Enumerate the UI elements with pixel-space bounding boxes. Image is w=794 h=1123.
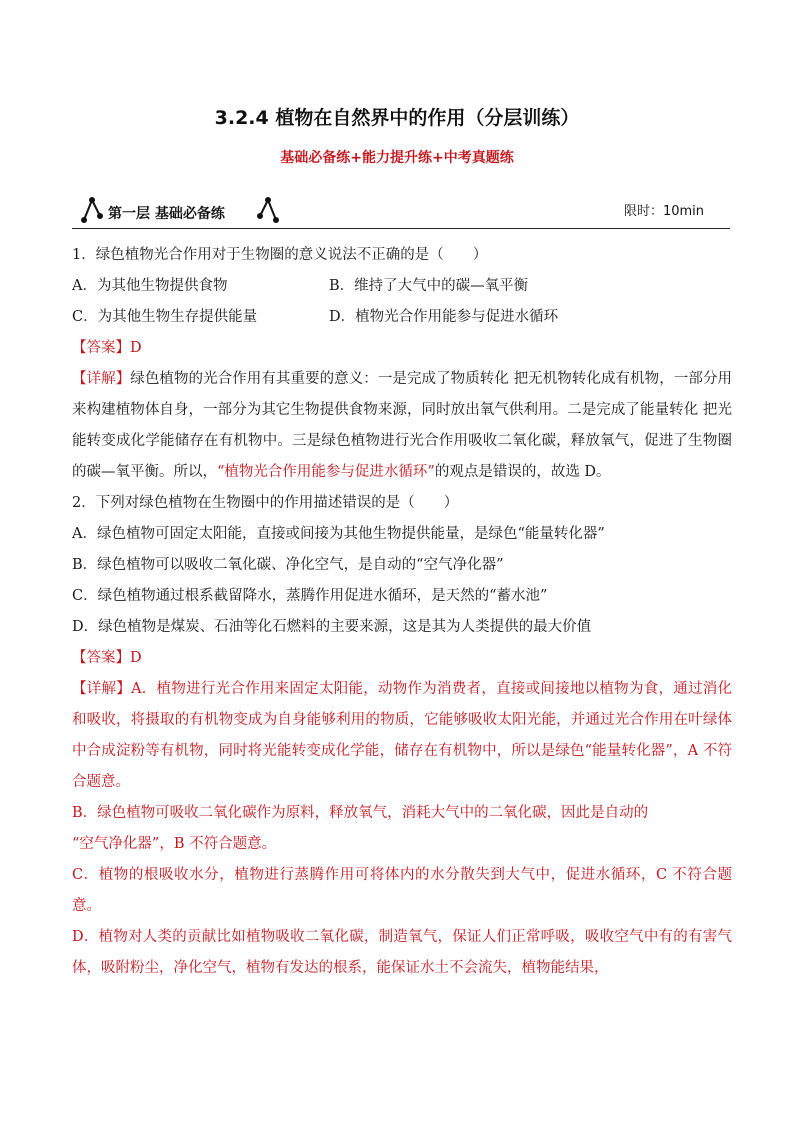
q1-option-a: A．为其他生物提供食物 [72,278,228,294]
q1-option-d: D．植物光合作用能参与促进水循环 [329,309,559,325]
q2-detail-d: D．植物对人类的贡献比如植物吸收二氧化碳，制造氧气，保证人们正常呼吸，吸收空气中有的有害气体，吸附粉尘，净化空气，植物有发达的根系，能保证水土不会流失，植物能结果， [72,929,732,976]
q2-option-b: B．绿色植物可以吸收二氧化碳、净化空气，是自动的“空气净化器” [72,557,504,573]
q1-options-row2 [72,302,732,333]
q2-detail-b-line1: B．绿色植物可吸收二氧化碳作为原料，释放氧气，消耗大气中的二氧化碳，因此是自动的 [72,805,649,821]
q1-option-b: B．维持了大气中的碳—氧平衡 [329,278,529,294]
q2-option-a: A．绿色植物可固定太阳能，直接或间接为其他生物提供能量，是绿色“能量转化器” [72,526,605,542]
q1-answer [72,333,732,364]
section-divider [72,228,730,229]
q1-detail [72,364,732,488]
time-limit: 限时：10min [623,204,704,219]
page-title: 3.2.4 植物在自然界中的作用（分层训练） [214,107,580,129]
q2-detail-label: 【详解】 [72,681,132,697]
q2-answer-label: 【答案】 [72,650,130,666]
q2-option-c: C．绿色植物通过根系截留降水，蒸腾作用促进水循环，是天然的“蓄水池” [72,588,548,604]
q1-detail-text: 绿色植物的光合作用有其重要的意义：一是完成了物质转化 把无机物转化成有机物，一部分用来构建植物体自身，一部分为其它生物提供食物来源，同时放出氧气供利用。二是完成了能量转化 把光能转变成化学能储存在有机物中。三是绿色植物进行光合作用吸收二氧化碳，释放氧气，促进了生物圈的碳—氧平衡。所以， [72,371,733,480]
q2-stem: 2．下列对绿色植物在生物圈中的作用描述错误的是（ ） [72,495,459,511]
q1-answer-label: 【答案】 [72,340,130,356]
molecule-left-icon [80,194,106,224]
q1-detail-label: 【详解】 [72,371,131,387]
q1-option-c: C．为其他生物生存提供能量 [72,309,258,325]
section-title: 第一层 基础必备练 [108,206,225,222]
q2-detail-a-text: A．植物进行光合作用来固定太阳能，动物作为消费者，直接或间接地以植物为食，通过消化和吸收，将摄取的有机物变成为自身能够利用的物质，它能够吸收太阳光能，并通过光合作用在叶绿体中合成淀粉等有机物，同时将光能转变成化学能，储存在有机物中，所以是绿色“能量转化器”，A 不符合题意。 [72,681,733,790]
q2-answer [72,643,732,674]
q2-detail-c: C．植物的根吸收水分，植物进行蒸腾作用可将体内的水分散失到大气中，促进水循环，C 不符合题意。 [72,867,732,914]
q1-answer-value: D [130,340,142,356]
molecule-right-icon [254,194,280,224]
q2-detail-a [72,674,732,798]
q1-options-row1 [72,271,732,302]
q1-stem: 1．绿色植物光合作用对于生物圈的意义说法不正确的是（ ） [72,247,488,263]
q2-option-d: D．绿色植物是煤炭、石油等化石燃料的主要来源，这是其为人类提供的最大价值 [72,619,592,635]
page-subtitle: 基础必备练+能力提升练+中考真题练 [280,150,514,166]
q1-detail-end: 的观点是错误的，故选 D。 [434,464,611,480]
q2-detail-b-line2: “空气净化器”，B 不符合题意。 [72,836,277,852]
question-content [72,240,732,984]
q1-detail-quote: “植物光合作用能参与促进水循环” [217,464,435,480]
q2-answer-value: D [130,650,142,666]
